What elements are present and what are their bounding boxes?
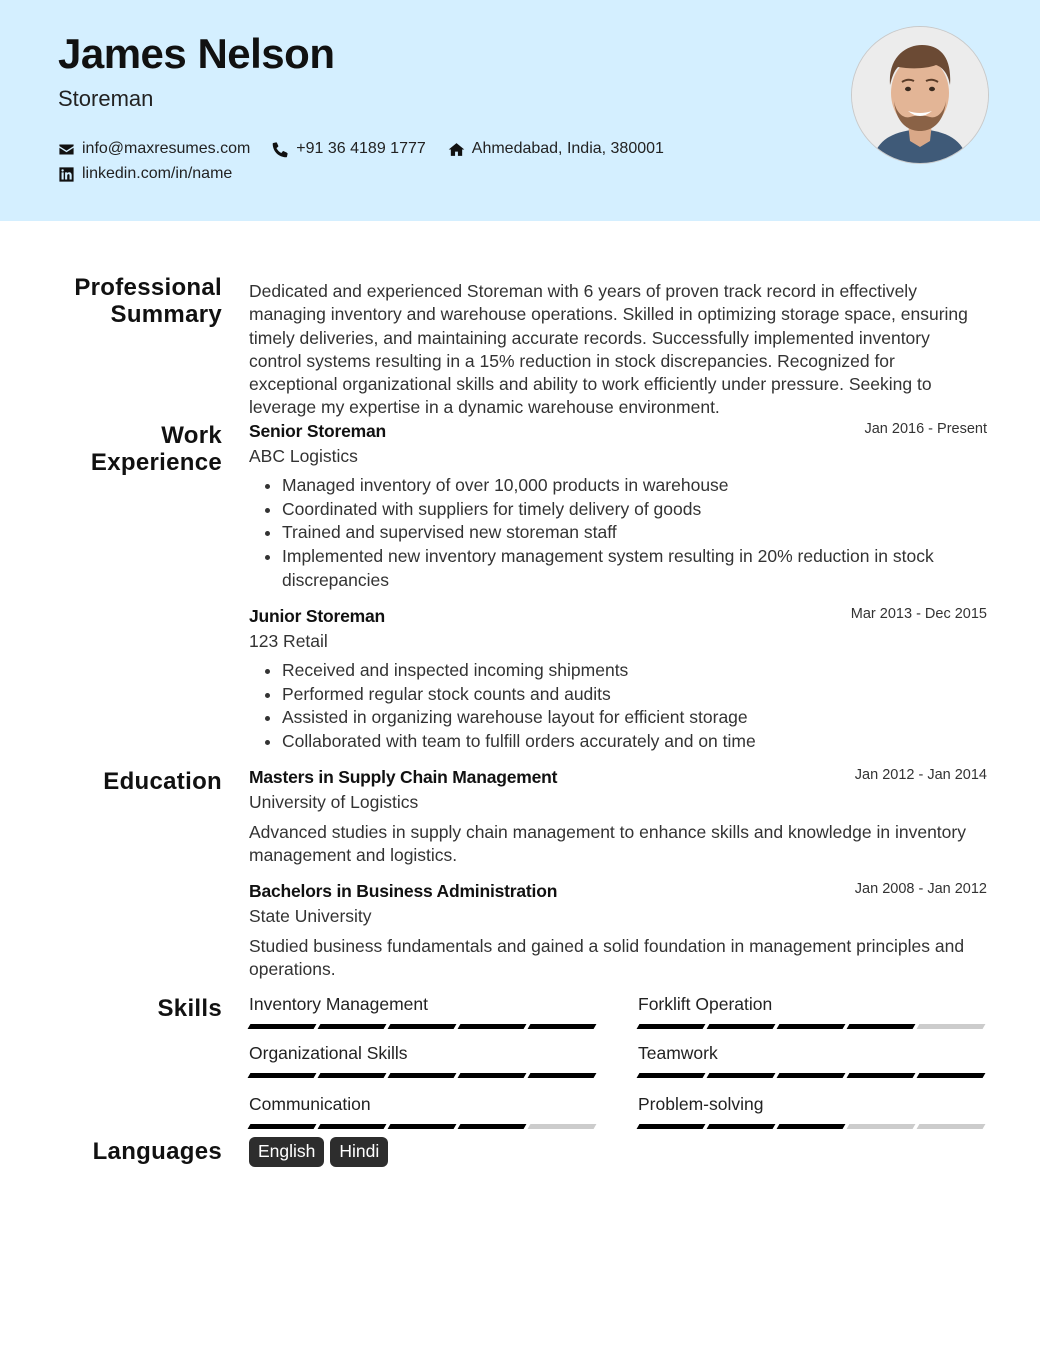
skill-name: Teamwork [638, 1043, 718, 1063]
entry-header [249, 421, 987, 445]
work-entry [249, 421, 987, 593]
skill-item [249, 1094, 597, 1115]
skill-segment-filled [847, 1073, 916, 1078]
skill-segment-filled [458, 1073, 527, 1078]
skill-segment-filled [777, 1024, 846, 1029]
skill-segment-filled [388, 1124, 457, 1129]
linkedin-text: linkedin.com/in/name [82, 165, 233, 182]
section-label-skills: Skills [157, 995, 222, 1022]
avatar-illustration [852, 27, 988, 163]
skill-segment-filled [248, 1124, 317, 1129]
home-icon [448, 141, 465, 158]
skill-level-bar [249, 1024, 599, 1029]
skill-segment-filled [917, 1073, 986, 1078]
resume-header [0, 0, 1040, 221]
skill-segment-empty [847, 1124, 916, 1129]
summary-text: Dedicated and experienced Storeman with 6 years of proven track record in effectively managing inventory and warehouse operations. Skilled in optimizing storage space, ensuring timely deliveries, and maintaining accurate records. Successfully implemented inventory control systems resulting in a 15% reduction in stock discrepancies. Recognized for exceptional organizational skills and ability to work efficiently under pressure. Seeking to leverage my expertise in a dynamic warehouse environment. [249, 281, 968, 418]
job-dates: Jan 2016 - Present [864, 421, 987, 437]
entry-header [249, 881, 987, 905]
education-description: Advanced studies in supply chain management to enhance skills and knowledge in inventory management and logistics. [249, 822, 966, 866]
skill-segment-filled [528, 1024, 597, 1029]
skill-segment-filled [707, 1073, 776, 1078]
school-name: State University [249, 906, 372, 926]
language-badge: English [249, 1137, 324, 1167]
section-label-summary: Professional Summary [74, 274, 222, 328]
job-title: Storeman [58, 86, 154, 111]
skill-level-bar [249, 1124, 599, 1129]
company-name: 123 Retail [249, 631, 328, 651]
phone-text: +91 36 4189 1777 [296, 140, 426, 157]
linkedin-icon [58, 166, 75, 183]
skill-level-bar [638, 1124, 988, 1129]
degree-name: Masters in Supply Chain Management [249, 767, 558, 787]
skill-segment-filled [777, 1073, 846, 1078]
contact-address [448, 140, 664, 158]
contact-phone[interactable] [272, 140, 425, 158]
skill-item [638, 1094, 986, 1115]
skill-segment-empty [917, 1024, 986, 1029]
skill-segment-filled [318, 1024, 387, 1029]
skill-segment-empty [917, 1124, 986, 1129]
profile-photo [851, 26, 989, 164]
skill-name: Problem-solving [638, 1094, 764, 1114]
education-entry [249, 881, 987, 982]
envelope-icon [58, 141, 75, 158]
candidate-name: James Nelson [58, 30, 335, 77]
skill-name: Inventory Management [249, 994, 428, 1014]
list-item: • Implemented new inventory management system resulting in 20% reduction in stock discrepancies [282, 545, 987, 592]
skill-segment-filled [637, 1073, 706, 1078]
skill-segment-filled [458, 1024, 527, 1029]
skill-item [249, 1043, 597, 1064]
skill-segment-empty [528, 1124, 597, 1129]
education-entry [249, 767, 987, 868]
summary-section [249, 280, 987, 420]
job-bullets [249, 474, 987, 593]
email-text: info@maxresumes.com [82, 140, 251, 157]
language-list [249, 1137, 394, 1167]
section-label-languages: Languages [92, 1138, 222, 1165]
skill-name: Organizational Skills [249, 1043, 408, 1063]
skill-segment-filled [248, 1073, 317, 1078]
skill-level-bar [638, 1024, 988, 1029]
skill-item [638, 1043, 986, 1064]
list-item: • Managed inventory of over 10,000 products in warehouse [282, 474, 987, 498]
entry-header [249, 767, 987, 791]
education-dates: Jan 2012 - Jan 2014 [854, 767, 987, 783]
skill-segment-filled [637, 1024, 706, 1029]
job-dates: Mar 2013 - Dec 2015 [850, 606, 987, 622]
skill-segment-filled [777, 1124, 846, 1129]
list-item: • Performed regular stock counts and audits [282, 683, 987, 707]
list-item: • Assisted in organizing warehouse layout for efficient storage [282, 706, 987, 730]
job-position: Senior Storeman [249, 421, 387, 441]
section-label-education: Education [103, 768, 222, 795]
skill-segment-filled [388, 1024, 457, 1029]
contact-row [58, 165, 254, 183]
skill-level-bar [638, 1073, 988, 1078]
skill-level-bar [249, 1073, 599, 1078]
skill-segment-filled [847, 1024, 916, 1029]
contact-linkedin[interactable] [58, 165, 232, 183]
language-badge: Hindi [330, 1137, 388, 1167]
education-dates: Jan 2008 - Jan 2012 [854, 881, 987, 897]
skill-segment-filled [458, 1124, 527, 1129]
contact-email[interactable] [58, 140, 250, 158]
skill-segment-filled [637, 1124, 706, 1129]
section-label-work: Work Experience [90, 422, 222, 476]
skill-segment-filled [707, 1124, 776, 1129]
skill-segment-filled [707, 1024, 776, 1029]
education-description: Studied business fundamentals and gained a solid foundation in management principles and operations. [249, 936, 965, 980]
list-item: • Collaborated with team to fulfill orders accurately and on time [282, 730, 987, 754]
company-name: ABC Logistics [249, 446, 358, 466]
skill-name: Forklift Operation [638, 994, 773, 1014]
list-item: • Received and inspected incoming shipments [282, 659, 987, 683]
list-item: • Trained and supervised new storeman staff [282, 521, 987, 545]
list-item: • Coordinated with suppliers for timely delivery of goods [282, 498, 987, 522]
address-text: Ahmedabad, India, 380001 [471, 140, 664, 157]
skill-segment-filled [318, 1124, 387, 1129]
skill-item [638, 994, 986, 1015]
job-position: Junior Storeman [249, 606, 386, 626]
skill-segment-filled [528, 1073, 597, 1078]
school-name: University of Logistics [249, 792, 419, 812]
skill-item [249, 994, 597, 1015]
job-bullets [249, 659, 987, 754]
skill-name: Communication [249, 1094, 371, 1114]
skill-segment-filled [318, 1073, 387, 1078]
skill-segment-filled [248, 1024, 317, 1029]
phone-icon [272, 141, 289, 158]
contact-row [58, 140, 686, 158]
degree-name: Bachelors in Business Administration [249, 881, 558, 901]
skill-segment-filled [388, 1073, 457, 1078]
work-entry [249, 606, 987, 754]
entry-header [249, 606, 987, 630]
